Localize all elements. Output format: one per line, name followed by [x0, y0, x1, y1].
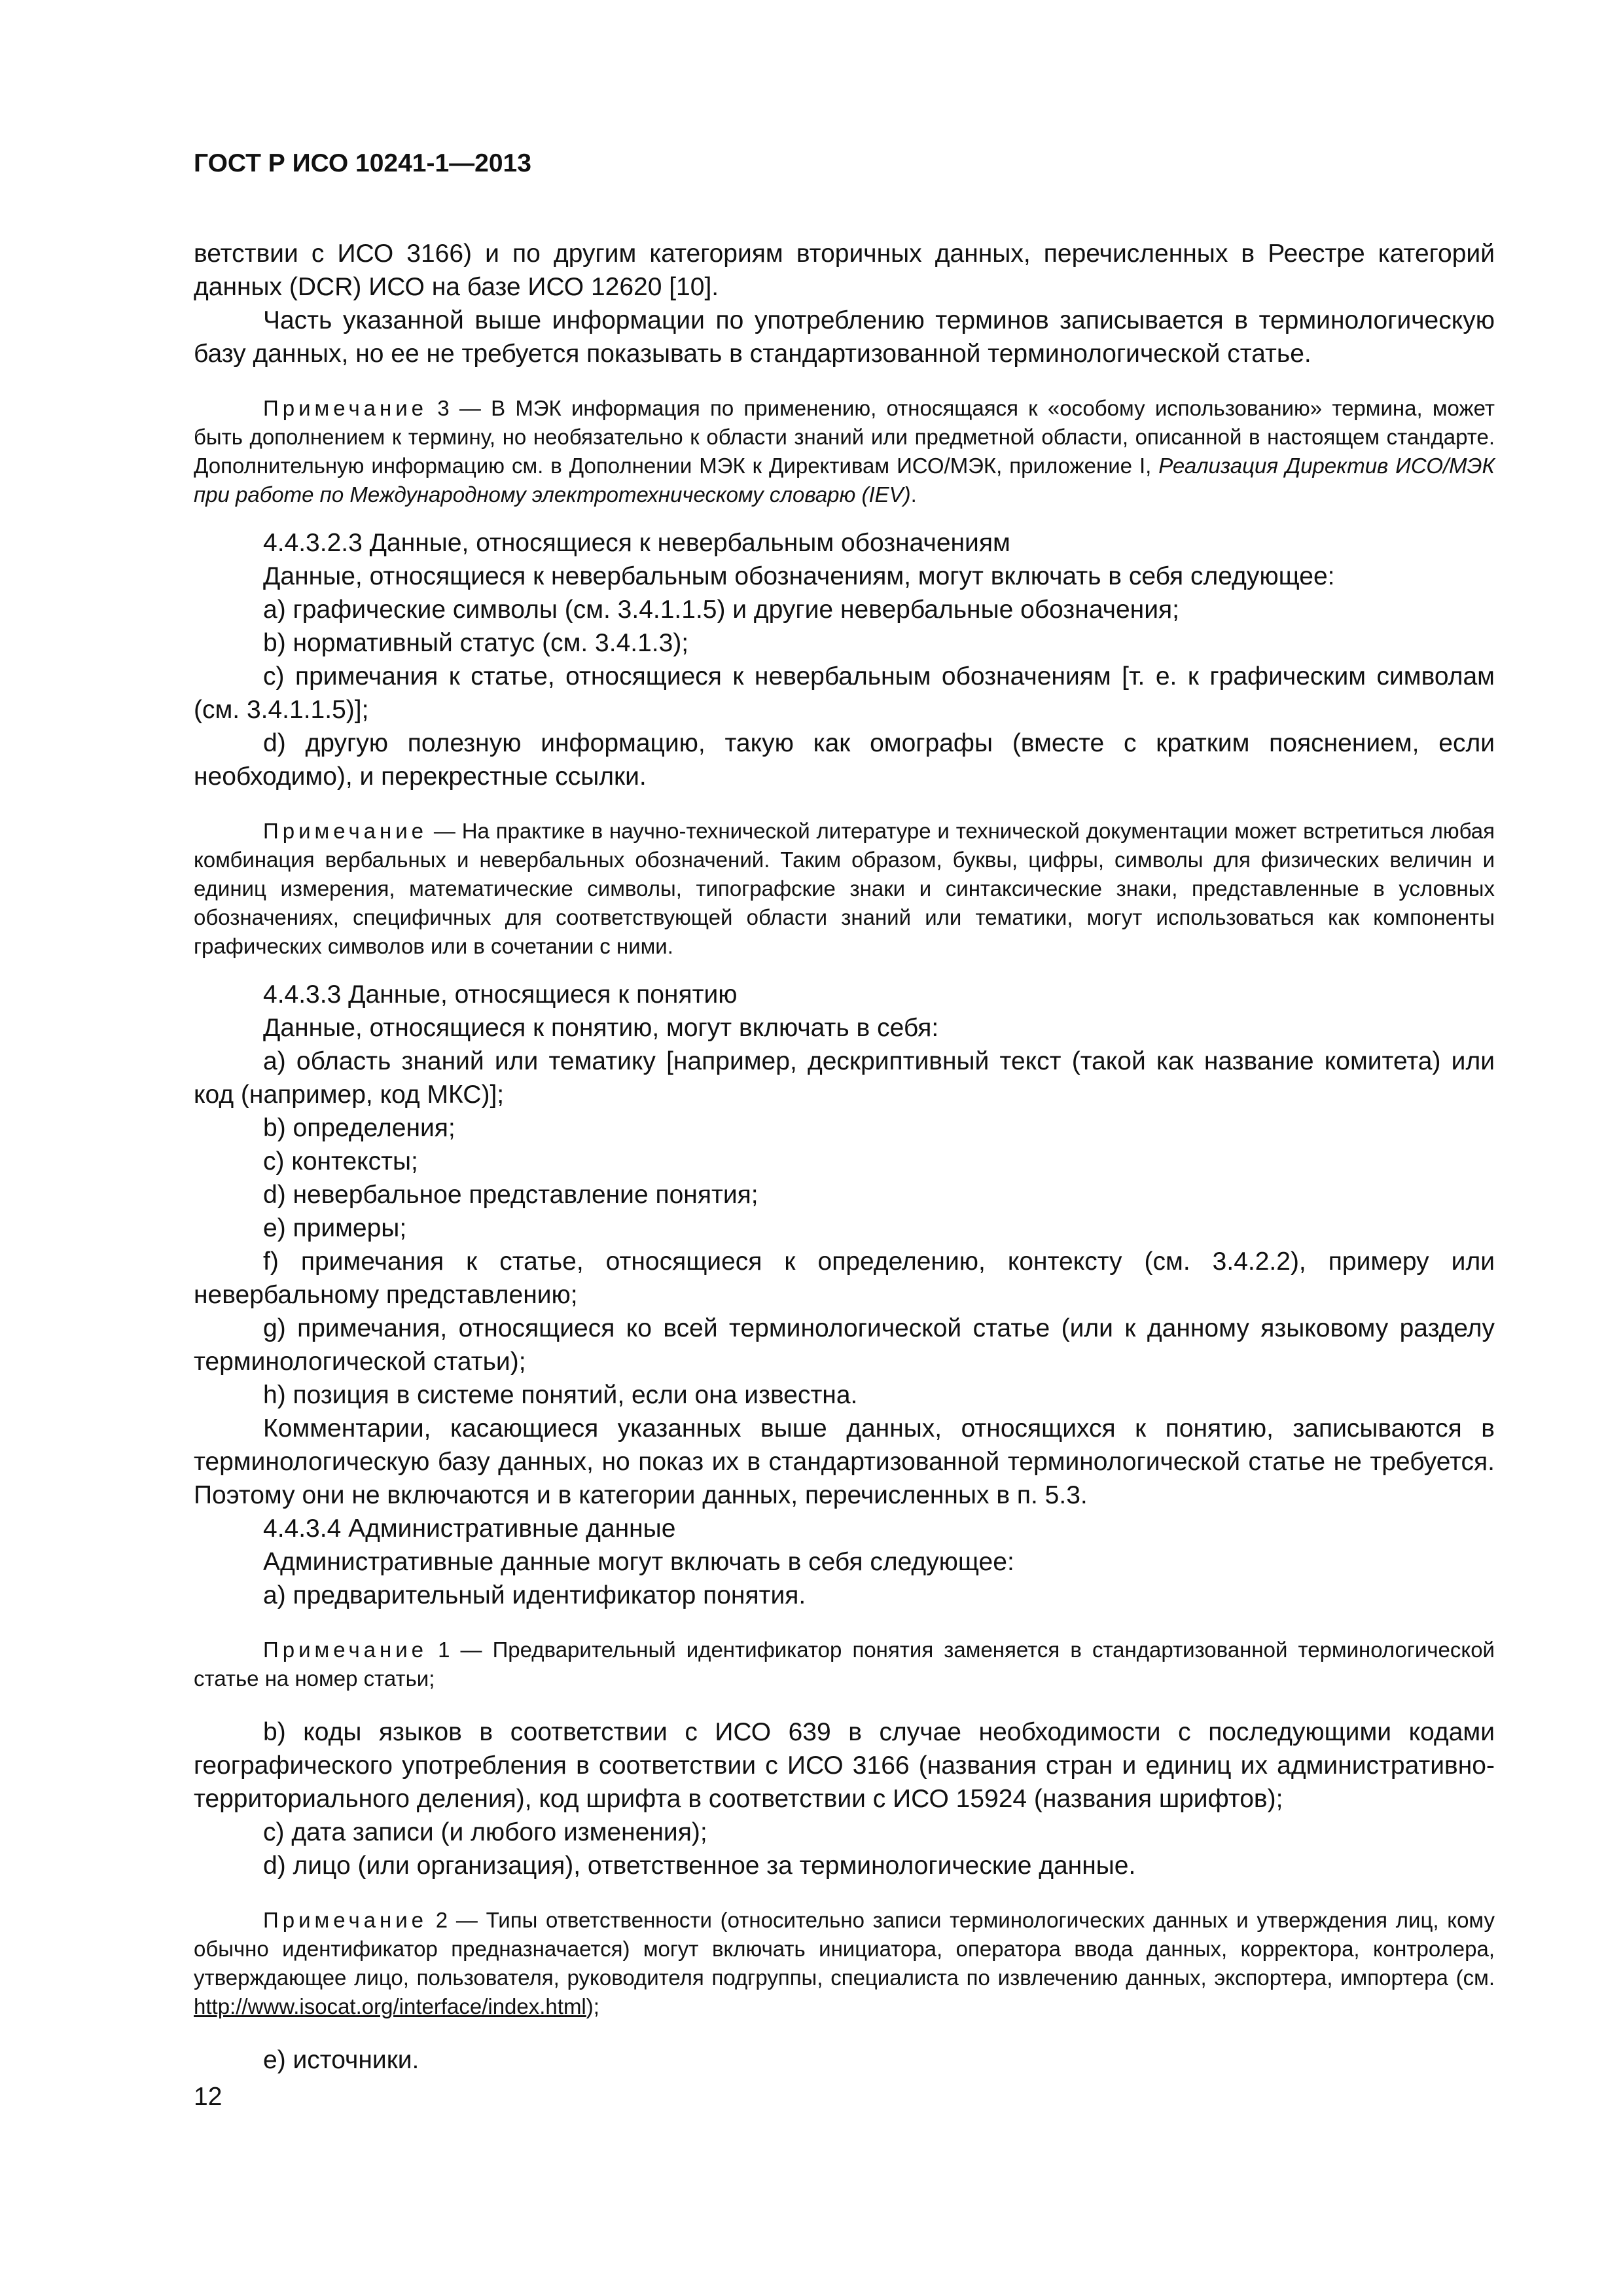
list-item: b) нормативный статус (см. 3.4.1.3);	[263, 629, 689, 657]
paragraph-comment: Комментарии, касающиеся указанных выше данных, относящихся к понятию, записываются в терминологическую базу данных, но показ их в стандартизованной терминологической статье не требуется. Поэтому они не включаются и в категории данных, перечисленных в п. 5.3.	[194, 1414, 1495, 1509]
list-item: d) лицо (или организация), ответственное за терминологические данные.	[263, 1852, 1136, 1880]
list-item: b) определения;	[263, 1114, 455, 1142]
note-text: 1 — Предварительный идентификатор понятия заменяется в стандартизованной терминологической статье на номер статьи;	[194, 1638, 1495, 1691]
paragraph-continuation: ветствии с ИСО 3166) и по другим категориям вторичных данных, перечисленных в Реестре категорий данных (DCR) ИСО на базе ИСО 12620 [10].	[194, 240, 1495, 301]
note-label: Примечание	[263, 1908, 428, 1932]
note-italic-title: Реализация Директив ИСО/МЭК при работе по Международному электротехническому словарю (IEV)	[194, 454, 1495, 507]
isocat-link[interactable]: http://www.isocat.org/interface/index.html	[194, 1994, 586, 2018]
page-header: ГОСТ Р ИСО 10241-1—2013	[194, 149, 531, 177]
list-item: h) позиция в системе понятий, если она известна.	[263, 1381, 858, 1409]
list-item: g) примечания, относящиеся ко всей терминологической статье (или к данному языковому разделу терминологической статьи);	[194, 1314, 1495, 1376]
list-item: d) другую полезную информацию, такую как омографы (вместе с кратким пояснением, если необходимо), и перекрестные ссылки.	[194, 729, 1495, 791]
note-plain	[194, 817, 1495, 961]
list-item: d) невербальное представление понятия;	[263, 1181, 758, 1209]
note-label: Примечание	[263, 819, 428, 843]
note-2	[194, 1906, 1495, 2021]
list-item: e) источники.	[263, 2046, 419, 2074]
note-end: .	[910, 482, 917, 507]
list-item: e) примеры;	[263, 1214, 407, 1242]
section-heading-4-4-3-2-3: 4.4.3.2.3 Данные, относящиеся к невербальным обозначениям	[263, 529, 1010, 557]
note-end: );	[586, 1994, 599, 2018]
list-item: a) графические символы (см. 3.4.1.1.5) и другие невербальные обозначения;	[263, 596, 1179, 624]
note-label: Примечание	[263, 1638, 428, 1662]
section-intro: Административные данные могут включать в себя следующее:	[263, 1548, 1014, 1576]
note-text: 2 — Типы ответственности (относительно записи терминологических данных и утверждения лиц, кому обычно идентификатор предназначается) могут включать инициатора, оператора ввода данных, корректора, контролера, утверждающее лицо, пользователя, руководителя подгруппы, специалиста по извлечению данных, экспортера, импортера (см.	[194, 1908, 1495, 1990]
note-1	[194, 1636, 1495, 1693]
note-3	[194, 394, 1495, 509]
section-heading-4-4-3-4: 4.4.3.4 Административные данные	[263, 1515, 676, 1543]
note-text: 3 — В МЭК информация по применению, относящаяся к «особому использованию» термина, может быть дополнением к термину, но необязательно к области знаний или предметной области, описанной в настоящем стандарте. Дополнительную информацию см. в Дополнении МЭК к Директивам ИСО/МЭК, приложение I,	[194, 396, 1495, 478]
list-item: c) контексты;	[263, 1147, 418, 1175]
note-text: — На практике в научно-технической литературе и технической документации может встретиться любая комбинация вербальных и невербальных обозначений. Таким образом, буквы, цифры, символы для физических величин и единиц измерения, математические символы, типографские знаки и синтаксические знаки, представленные в условных обозначениях, специфичных для соответствующей области знаний или тематики, могут использоваться как компоненты графических символов или в сочетании с ними.	[194, 819, 1495, 958]
section-heading-4-4-3-3: 4.4.3.3 Данные, относящиеся к понятию	[263, 980, 738, 1009]
section-intro: Данные, относящиеся к понятию, могут включать в себя:	[263, 1014, 939, 1042]
section-intro: Данные, относящиеся к невербальным обозначениям, могут включать в себя следующее:	[263, 562, 1335, 590]
document-page	[194, 148, 1495, 2077]
list-item: c) примечания к статье, относящиеся к невербальным обозначениям [т. е. к графическим символам (см. 3.4.1.1.5)];	[194, 662, 1495, 724]
note-label: Примечание	[263, 396, 428, 420]
list-item: f) примечания к статье, относящиеся к определению, контексту (см. 3.4.2.2), примеру или невербальному представлению;	[194, 1247, 1495, 1309]
list-item: c) дата записи (и любого изменения);	[263, 1818, 707, 1846]
list-item: a) предварительный идентификатор понятия.	[263, 1581, 806, 1609]
paragraph-usage-info: Часть указанной выше информации по употреблению терминов записывается в терминологическую базу данных, но ее не требуется показывать в стандартизованной терминологической статье.	[194, 306, 1495, 368]
list-item: a) область знаний или тематику [например, дескриптивный текст (такой как название комитета) или код (например, код МКС)];	[194, 1047, 1495, 1109]
page-number: 12	[194, 2083, 223, 2111]
list-item: b) коды языков в соответствии с ИСО 639 в случае необходимости с последующими кодами географического употребления в соответствии с ИСО 3166 (названия стран и единиц их административно-территориального деления), код шрифта в соответствии с ИСО 15924 (названия шрифтов);	[194, 1718, 1495, 1813]
